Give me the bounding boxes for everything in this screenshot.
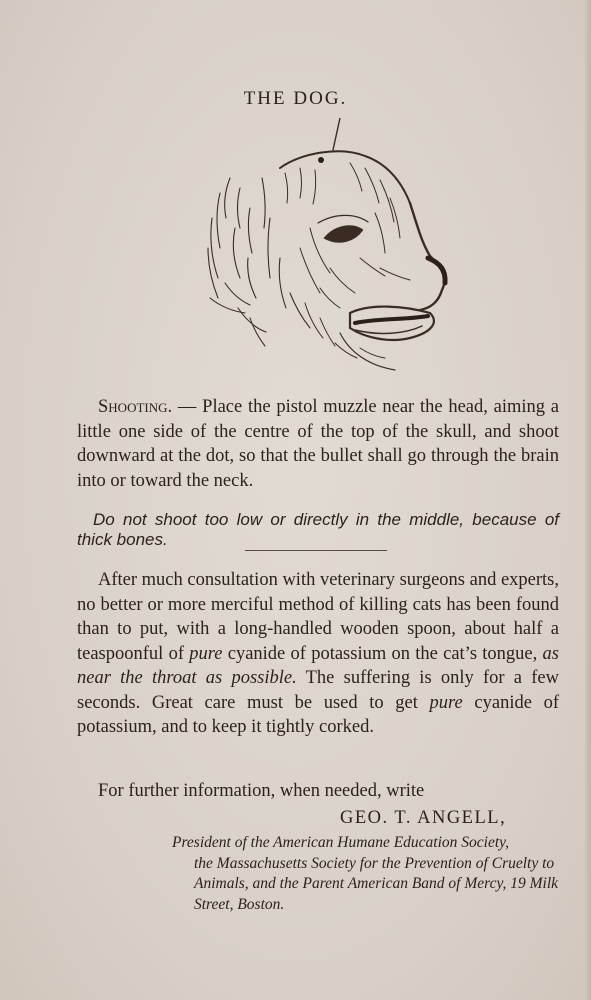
cats-pure-1: pure [189,643,223,664]
shooting-body: Place the pistol muzzle near the head, aiming a little one side of the centre of the top of the skull, and shoot downward at the dot, so that the bullet shall go through the brain into or toward the neck. [77,397,560,491]
dog-head-illustration [190,118,450,380]
em-dash: — [172,397,203,417]
signature-name: GEO. T. ANGELL, [340,808,507,828]
warning-paragraph: Do not shoot too low or directly in the middle, because of thick bones. [77,510,559,549]
page-title: THE DOG. [243,88,348,109]
further-info-line: For further information, when needed, write [98,781,425,801]
section-divider [245,550,387,551]
shooting-paragraph [77,395,559,493]
shooting-lead: Shooting. [98,397,173,417]
cats-paragraph [77,568,559,740]
cats-pure-2: pure [429,692,463,713]
page-edge [585,0,591,1000]
affiliation-rest: the Massachusetts Society for the Prevention of Cruelty to Animals, and the Parent American Band of Mercy, 19 Milk Street, Boston. [194,854,559,913]
cats-text-3: The suffering is only for a few seconds. Great care must be used to get [77,668,559,713]
cats-text-4: cyanide of potassium, and to keep it tightly corked. [77,692,559,737]
signature-affiliation [172,833,562,915]
cats-italic-phrase: as near the throat as possible. [77,643,559,688]
cats-text-1: After much consultation with veterinary surgeons and experts, no better or more merciful method of killing cats has been found than to put, with a long-handled wooden spoon, about half a teaspoonful of [77,570,560,664]
affiliation-line-1: President of the American Humane Education Society, [172,834,510,851]
cats-text-2: cyanide of potassium on the cat’s tongue, [222,643,543,664]
